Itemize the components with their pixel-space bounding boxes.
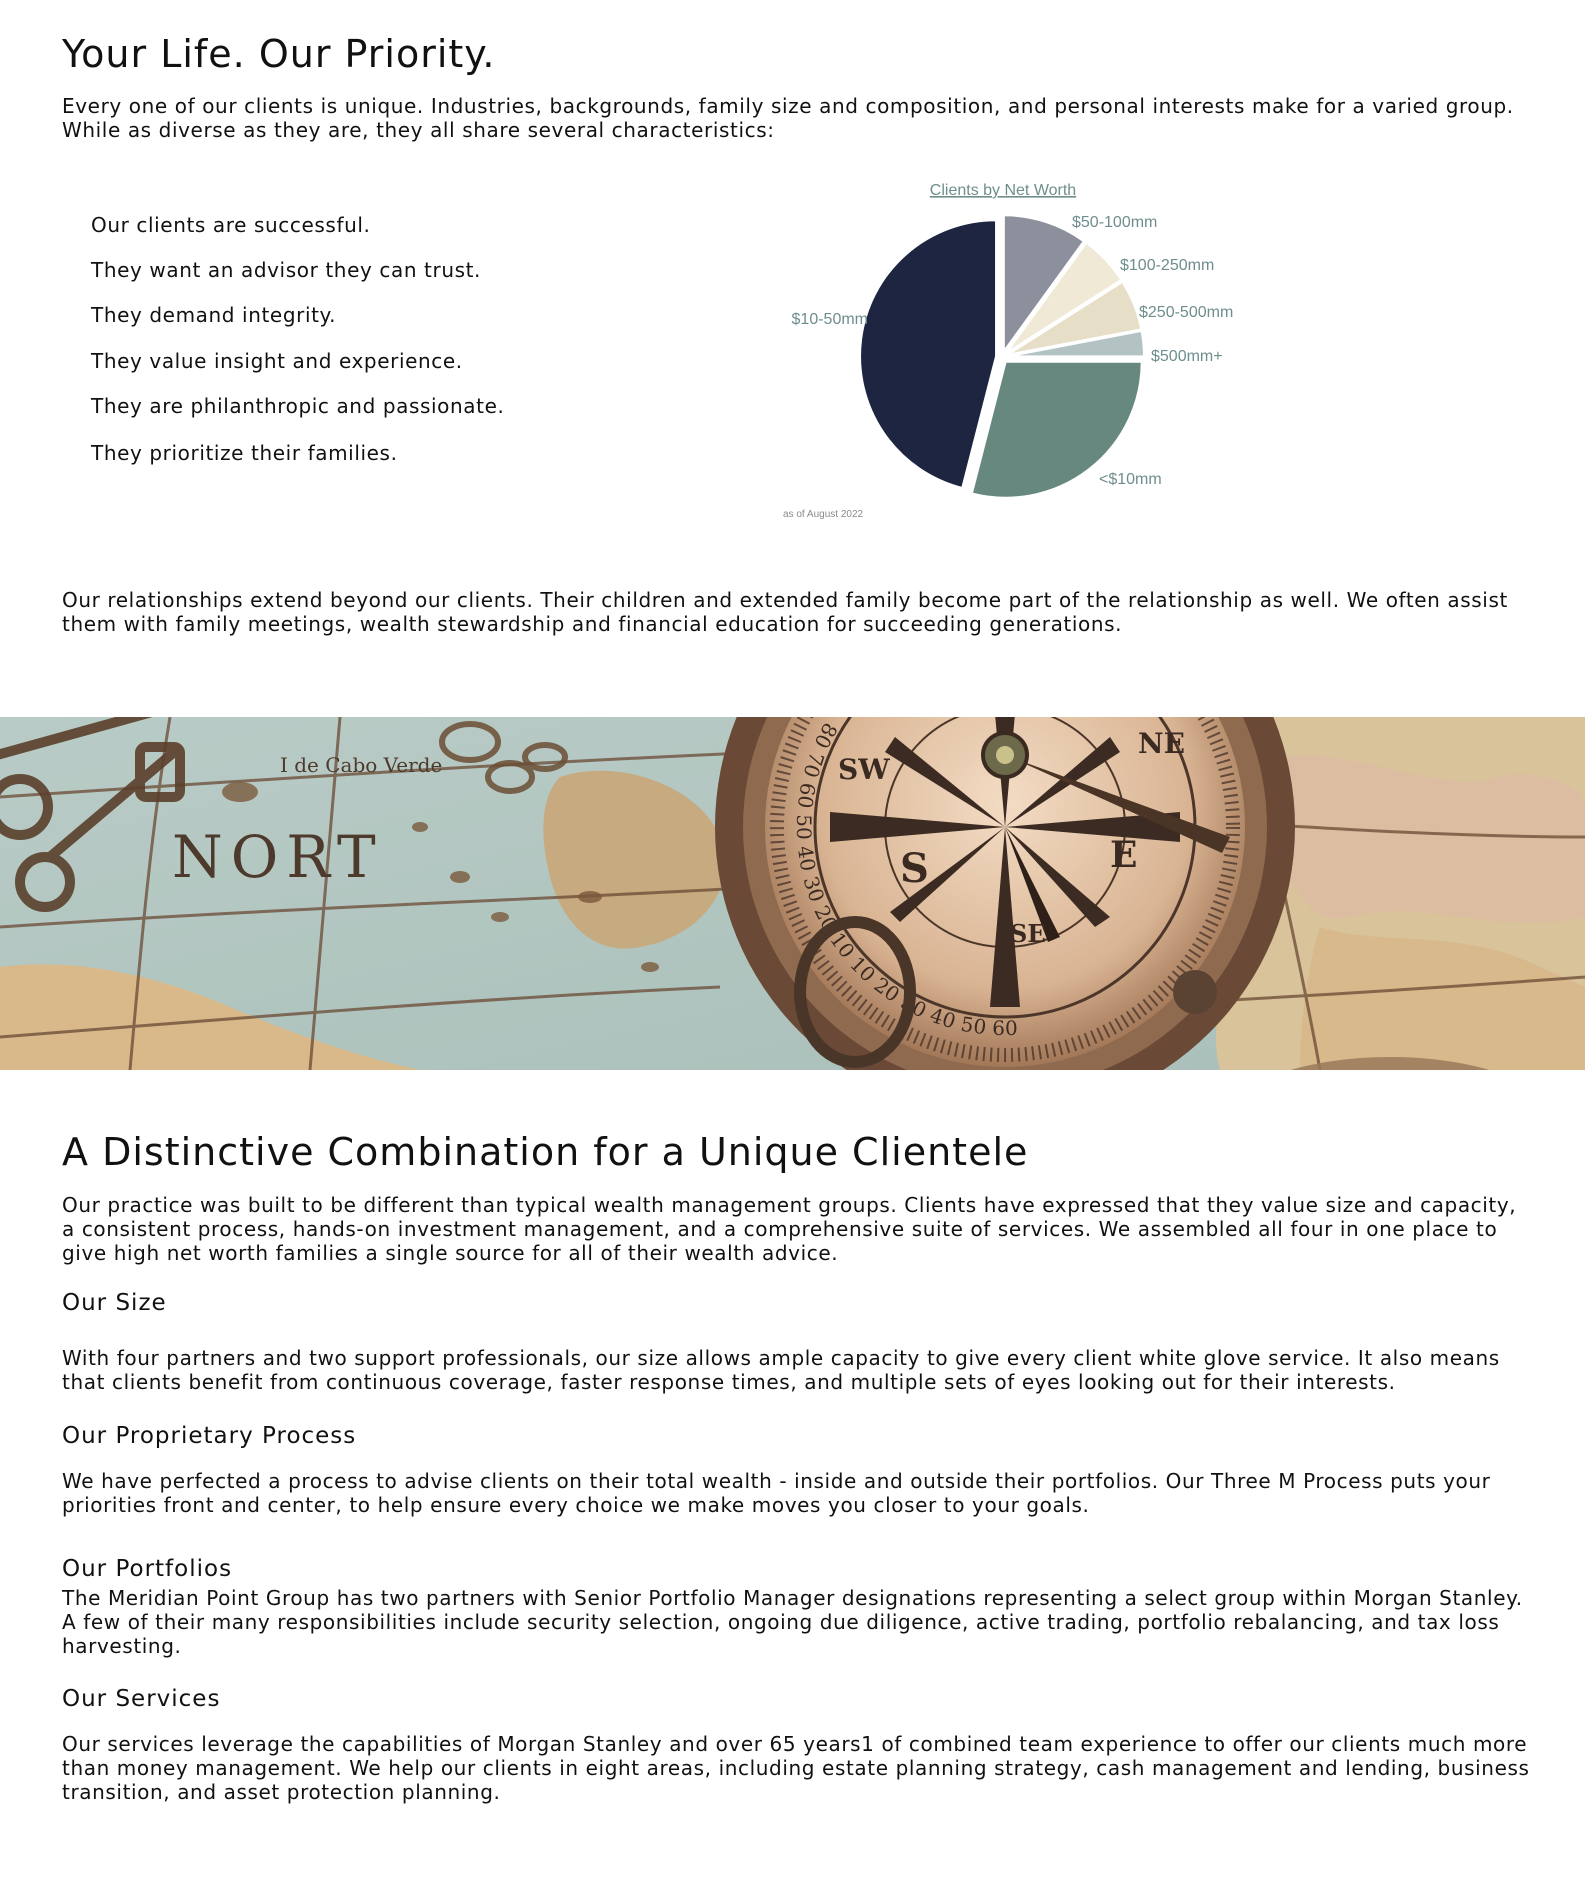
section-text-portfolios: The Meridian Point Group has two partners with Senior Portfolio Manager designations representing a select group within Morgan Stanley. A few of their many responsibilities include security selection, ongoing due diligence, active trading, portfolio rebalancing, and tax loss harvesting. <box>62 1586 1523 1658</box>
clientele-paragraph: Our practice was built to be different than typical wealth management groups. Clients have expressed that they value size and capacity, a consistent process, hands-on investment management, and a comprehensive suite of services. We assembled all four in one place to give high net worth families a single source for all of their wealth advice. <box>62 1193 1517 1265</box>
section-heading-portfolios: Our Portfolios <box>62 1556 233 1582</box>
map-label-nort: NORT <box>172 823 384 891</box>
pie-slices <box>860 215 1144 497</box>
pie-slice-label: <$10mm <box>1099 471 1162 488</box>
trait-item: They are philanthropic and passionate. <box>91 394 505 418</box>
map-label-cabo-verde: I de Cabo Verde <box>280 753 443 777</box>
page-title: Your Life. Our Priority. <box>62 32 496 76</box>
pie-slice <box>860 220 996 488</box>
chart-note: as of August 2022 <box>783 509 864 520</box>
trait-item: They prioritize their families. <box>91 441 398 465</box>
compass-label-ne: NE <box>1138 727 1185 760</box>
section-heading-size: Our Size <box>62 1290 167 1316</box>
pie-slice-label: $50-100mm <box>1072 214 1158 231</box>
dial-number: 50 <box>959 1011 989 1040</box>
dial-number: 10 <box>845 951 881 987</box>
pie-slice-label: $250-500mm <box>1139 304 1234 321</box>
clientele-heading: A Distinctive Combination for a Unique Clientele <box>62 1130 1029 1174</box>
compass-label-s: S <box>900 845 929 892</box>
banner-illustration <box>0 717 1585 1070</box>
section-heading-services: Our Services <box>62 1686 221 1712</box>
dial-number: 10 <box>825 927 860 963</box>
compass-label-e: E <box>1110 834 1138 876</box>
dial-number: 40 <box>792 843 821 873</box>
pie-slice-label: $10-50mm <box>791 311 868 328</box>
compass <box>715 717 1295 1070</box>
dial-number: 80 <box>809 718 843 753</box>
dial-number: 40 <box>927 1002 959 1034</box>
dial-number: 70 <box>798 749 830 781</box>
net-worth-pie-chart <box>770 172 1270 532</box>
section-heading-process: Our Proprietary Process <box>62 1423 357 1449</box>
intro-paragraph: Every one of our clients is unique. Industries, backgrounds, family size and composition, and personal interests make for a varied group. While as diverse as they are, they all share several characteristics: <box>62 94 1514 142</box>
pie-slice-label: $500mm+ <box>1151 348 1223 365</box>
trait-item: They want an advisor they can trust. <box>91 258 482 282</box>
relationships-paragraph: Our relationships extend beyond our clients. Their children and extended family become part of the relationship as well. We often assist them with family meetings, wealth stewardship and financial education for succeeding generations. <box>62 588 1508 636</box>
compass-label-sw: SW <box>838 753 890 786</box>
trait-item: Our clients are successful. <box>91 213 371 237</box>
dial-number: 30 <box>896 989 931 1023</box>
pie-slice-label: $100-250mm <box>1120 257 1215 274</box>
chart-title: Clients by Net Worth <box>929 182 1077 199</box>
section-text-size: With four partners and two support professionals, our size allows ample capacity to give every client white glove service. It also means that clients benefit from continuous coverage, faster response times, and multiple sets of eyes looking out for their interests. <box>62 1346 1500 1394</box>
dial-number: 50 <box>792 814 816 840</box>
dial-number: 30 <box>798 873 830 905</box>
section-text-process: We have perfected a process to advise clients on their total wealth - inside and outside their portfolios. Our Three M Process puts your priorities front and center, to help ensure every choice we make moves you closer to your goals. <box>62 1469 1491 1517</box>
section-text-services: Our services leverage the capabilities of Morgan Stanley and over 65 years1 of combined team experience to offer our clients much more than money management. We help our clients in eight areas, including estate planning strategy, cash management and lending, business transition, and asset protection planning. <box>62 1732 1530 1804</box>
trait-item: They demand integrity. <box>91 303 337 327</box>
dial-number: 60 <box>792 781 821 811</box>
dial-number: 20 <box>809 901 843 936</box>
vintage-map-compass-banner <box>0 717 1585 1070</box>
trait-item: They value insight and experience. <box>91 349 463 373</box>
compass-label-se: SE <box>1010 919 1046 948</box>
dial-number: 20 <box>869 972 905 1007</box>
dial-number: 60 <box>992 1016 1018 1040</box>
